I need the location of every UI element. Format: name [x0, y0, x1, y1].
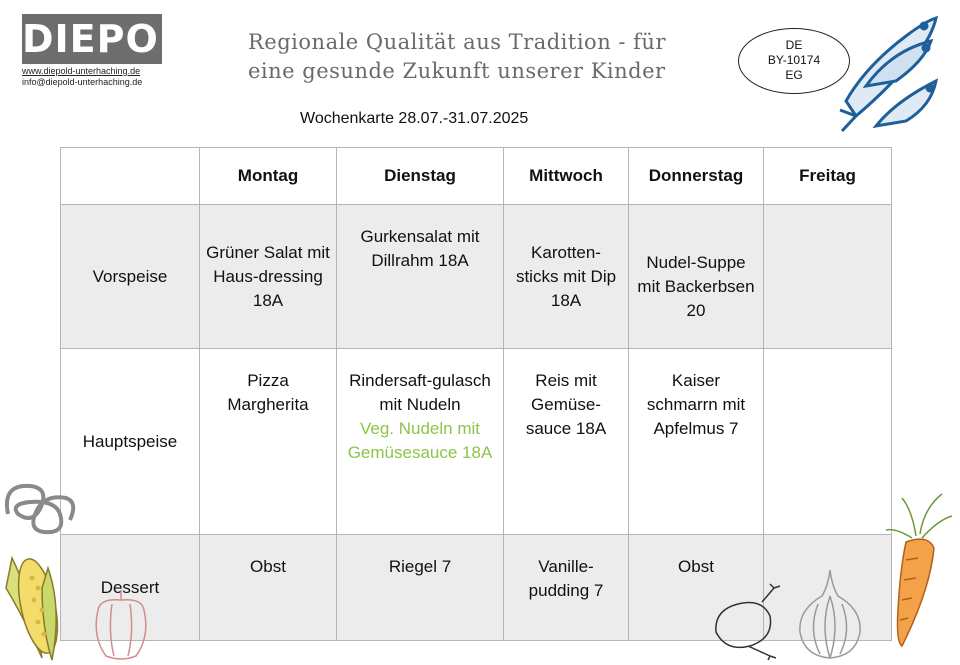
- table-row-vorspeise: [61, 205, 892, 349]
- table-row-hauptspeise: [61, 349, 892, 535]
- corn-icon: [2, 548, 74, 663]
- menu-cell-tuesday-vorspeise: Gurkensalat mit Dillrahm 18A: [337, 205, 504, 349]
- menu-cell-monday-hauptspeise: Pizza Margherita: [200, 349, 337, 535]
- eg-mark-line-3: EG: [785, 68, 803, 82]
- menu-cell-monday-dessert: Obst: [200, 535, 337, 641]
- pepper-icon: [88, 582, 154, 662]
- garlic-icon: [792, 566, 868, 662]
- menu-cell-thursday-vorspeise: Nudel-Suppe mit Backerbsen 20: [629, 205, 764, 349]
- fish-icon: [836, 6, 946, 136]
- eg-identification-mark: [738, 28, 850, 94]
- email-address: info@diepold-unterhaching.de: [22, 77, 143, 87]
- eg-mark-line-1: DE: [785, 38, 803, 52]
- header-empty-cell: [61, 148, 200, 205]
- slogan-line-1: Regionale Qualität aus Tradition - für: [248, 30, 666, 54]
- slogan: [248, 28, 708, 86]
- row-label-dessert: Dessert: [61, 535, 200, 641]
- menu-cell-thursday-hauptspeise: Kaiser schmarrn mit Apfelmus 7: [629, 349, 764, 535]
- menu-cell-wednesday-dessert: Vanille-pudding 7: [504, 535, 629, 641]
- menu-cell-friday-vorspeise: [764, 205, 892, 349]
- week-title: Wochenkarte 28.07.-31.07.2025: [300, 110, 529, 127]
- table-header-row: [61, 148, 892, 205]
- weekly-menu-table: [60, 147, 892, 641]
- menu-item-text: Rindersaft-gulasch mit Nudeln: [349, 371, 491, 414]
- menu-cell-tuesday-hauptspeise: [337, 349, 504, 535]
- chicken-icon: [708, 580, 794, 662]
- menu-cell-thursday-dessert: Obst: [629, 535, 764, 641]
- day-header-tuesday: Dienstag: [337, 148, 504, 205]
- day-header-thursday: Donnerstag: [629, 148, 764, 205]
- menu-cell-monday-vorspeise: Grüner Salat mit Haus-dressing 18A: [200, 205, 337, 349]
- day-header-wednesday: Mittwoch: [504, 148, 629, 205]
- slogan-line-2: eine gesunde Zukunft unserer Kinder: [248, 59, 666, 83]
- row-label-vorspeise: Vorspeise: [61, 205, 200, 349]
- carrot-icon: [872, 490, 956, 650]
- menu-cell-wednesday-vorspeise: Karotten-sticks mit Dip 18A: [504, 205, 629, 349]
- row-label-hauptspeise: Hauptspeise: [61, 349, 200, 535]
- day-header-monday: Montag: [200, 148, 337, 205]
- pretzel-icon: [0, 474, 78, 540]
- menu-cell-tuesday-dessert: Riegel 7: [337, 535, 504, 641]
- eg-mark-line-2: BY-10174: [767, 53, 821, 67]
- vegetarian-option: Veg. Nudeln mit Gemüsesauce 18A: [347, 419, 493, 462]
- logo: DIEPOLD: [22, 14, 162, 64]
- menu-cell-wednesday-hauptspeise: Reis mit Gemüse-sauce 18A: [504, 349, 629, 535]
- website-link[interactable]: www.diepold-unterhaching.de: [22, 66, 141, 76]
- day-header-friday: Freitag: [764, 148, 892, 205]
